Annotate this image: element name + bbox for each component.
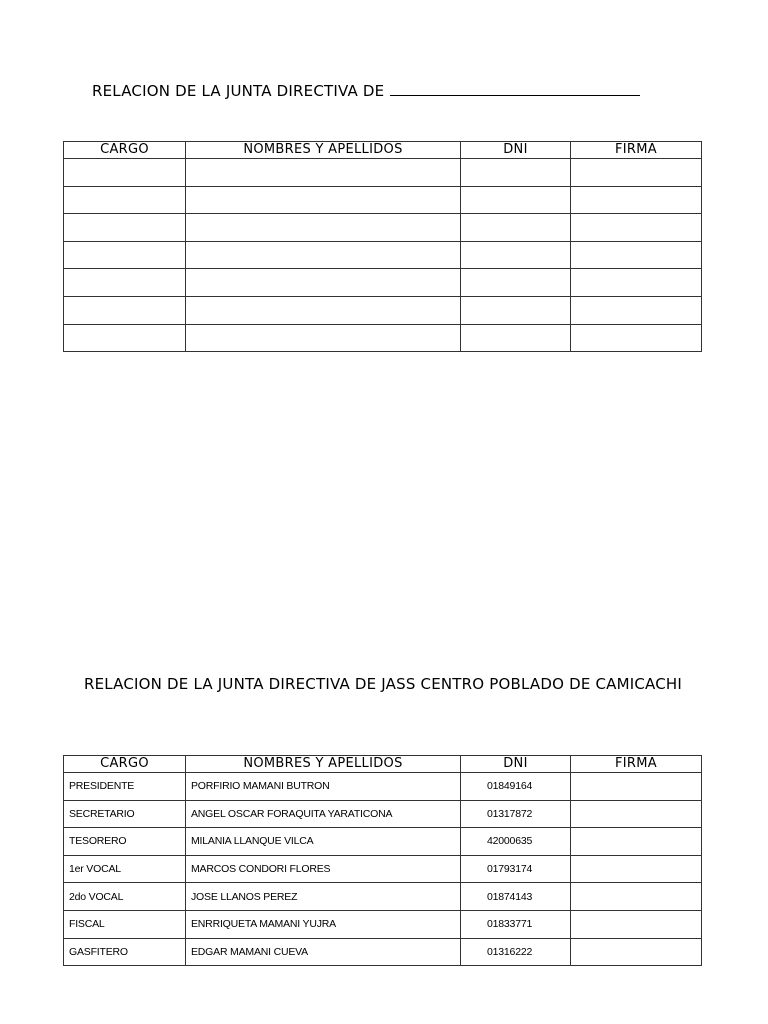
cargo-cell: PRESIDENTE bbox=[64, 773, 186, 801]
firma-cell[interactable] bbox=[571, 324, 702, 352]
dni-cell[interactable] bbox=[461, 241, 571, 269]
dni-cell[interactable] bbox=[461, 269, 571, 297]
dni-cell: 01793174 bbox=[461, 855, 571, 883]
cargo-cell[interactable] bbox=[64, 186, 186, 214]
dni-cell[interactable] bbox=[461, 159, 571, 187]
firma-cell[interactable] bbox=[571, 828, 702, 856]
cargo-cell[interactable] bbox=[64, 296, 186, 324]
nombre-cell: PORFIRIO MAMANI BUTRON bbox=[186, 773, 461, 801]
table-row bbox=[64, 828, 702, 856]
firma-cell[interactable] bbox=[571, 241, 702, 269]
table-row bbox=[64, 186, 702, 214]
table-row bbox=[64, 214, 702, 242]
header-cargo: CARGO bbox=[64, 142, 186, 159]
dni-cell[interactable] bbox=[461, 296, 571, 324]
dni-cell[interactable] bbox=[461, 214, 571, 242]
filled-form-title: RELACION DE LA JUNTA DIRECTIVA DE JASS CENTRO POBLADO DE CAMICACHI bbox=[83, 675, 683, 693]
table-row bbox=[64, 773, 702, 801]
table-row bbox=[64, 269, 702, 297]
header-dni: DNI bbox=[461, 756, 571, 773]
table-row bbox=[64, 910, 702, 938]
table-row bbox=[64, 883, 702, 911]
dni-cell: 01833771 bbox=[461, 910, 571, 938]
nombre-cell[interactable] bbox=[186, 159, 461, 187]
dni-cell: 01316222 bbox=[461, 938, 571, 966]
table-header-row bbox=[64, 142, 702, 159]
title-blank-line bbox=[390, 81, 640, 96]
nombre-cell: EDGAR MAMANI CUEVA bbox=[186, 938, 461, 966]
dni-cell: 42000635 bbox=[461, 828, 571, 856]
nombre-cell: MARCOS CONDORI FLORES bbox=[186, 855, 461, 883]
nombre-cell[interactable] bbox=[186, 241, 461, 269]
dni-cell: 01317872 bbox=[461, 800, 571, 828]
cargo-cell[interactable] bbox=[64, 324, 186, 352]
header-firma: FIRMA bbox=[571, 756, 702, 773]
cargo-cell[interactable] bbox=[64, 214, 186, 242]
firma-cell[interactable] bbox=[571, 159, 702, 187]
dni-cell: 01849164 bbox=[461, 773, 571, 801]
nombre-cell[interactable] bbox=[186, 186, 461, 214]
table-header-row bbox=[64, 756, 702, 773]
cargo-cell: GASFITERO bbox=[64, 938, 186, 966]
firma-cell[interactable] bbox=[571, 910, 702, 938]
header-cargo: CARGO bbox=[64, 756, 186, 773]
blank-form-title bbox=[92, 81, 640, 100]
firma-cell[interactable] bbox=[571, 186, 702, 214]
blank-form-title-text: RELACION DE LA JUNTA DIRECTIVA DE bbox=[92, 82, 385, 100]
table-row bbox=[64, 938, 702, 966]
dni-cell[interactable] bbox=[461, 186, 571, 214]
table-row bbox=[64, 855, 702, 883]
table-row bbox=[64, 159, 702, 187]
nombre-cell: ENRRIQUETA MAMANI YUJRA bbox=[186, 910, 461, 938]
firma-cell[interactable] bbox=[571, 883, 702, 911]
nombre-cell[interactable] bbox=[186, 269, 461, 297]
firma-cell[interactable] bbox=[571, 855, 702, 883]
nombre-cell: MILANIA LLANQUE VILCA bbox=[186, 828, 461, 856]
header-firma: FIRMA bbox=[571, 142, 702, 159]
header-nombres: NOMBRES Y APELLIDOS bbox=[186, 756, 461, 773]
cargo-cell: 2do VOCAL bbox=[64, 883, 186, 911]
header-nombres: NOMBRES Y APELLIDOS bbox=[186, 142, 461, 159]
blank-junta-table bbox=[63, 141, 702, 352]
dni-cell: 01874143 bbox=[461, 883, 571, 911]
cargo-cell: TESORERO bbox=[64, 828, 186, 856]
table-row bbox=[64, 296, 702, 324]
firma-cell[interactable] bbox=[571, 800, 702, 828]
firma-cell[interactable] bbox=[571, 269, 702, 297]
cargo-cell: FISCAL bbox=[64, 910, 186, 938]
table-row bbox=[64, 241, 702, 269]
firma-cell[interactable] bbox=[571, 214, 702, 242]
filled-junta-table bbox=[63, 755, 702, 966]
header-dni: DNI bbox=[461, 142, 571, 159]
nombre-cell: JOSE LLANOS PEREZ bbox=[186, 883, 461, 911]
firma-cell[interactable] bbox=[571, 938, 702, 966]
table-row bbox=[64, 800, 702, 828]
cargo-cell[interactable] bbox=[64, 159, 186, 187]
firma-cell[interactable] bbox=[571, 296, 702, 324]
cargo-cell[interactable] bbox=[64, 269, 186, 297]
nombre-cell[interactable] bbox=[186, 324, 461, 352]
firma-cell[interactable] bbox=[571, 773, 702, 801]
nombre-cell: ANGEL OSCAR FORAQUITA YARATICONA bbox=[186, 800, 461, 828]
nombre-cell[interactable] bbox=[186, 214, 461, 242]
table-row bbox=[64, 324, 702, 352]
dni-cell[interactable] bbox=[461, 324, 571, 352]
cargo-cell: SECRETARIO bbox=[64, 800, 186, 828]
nombre-cell[interactable] bbox=[186, 296, 461, 324]
cargo-cell: 1er VOCAL bbox=[64, 855, 186, 883]
cargo-cell[interactable] bbox=[64, 241, 186, 269]
